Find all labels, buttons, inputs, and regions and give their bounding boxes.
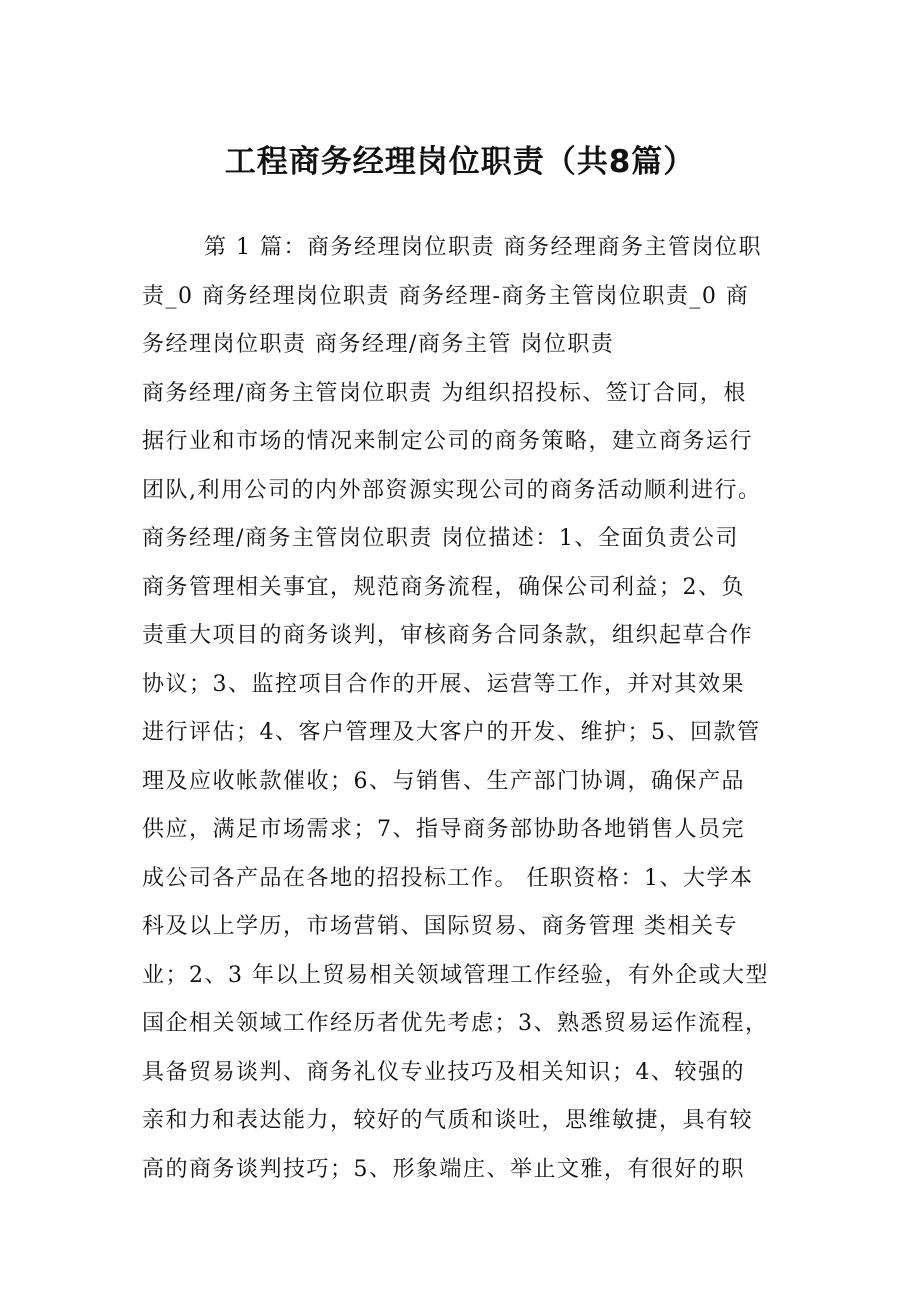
paragraph-line: 供应，满足市场需求；7、指导商务部协助各地销售人员完 bbox=[142, 817, 745, 842]
paragraph-line: 国企相关领域工作经历者优先考虑；3、熟悉贸易运作流程， bbox=[142, 1011, 769, 1036]
paragraph-line: 高的商务谈判技巧；5、形象端庄、举止文雅，有很好的职 bbox=[142, 1156, 745, 1182]
paragraph-line: 商务经理/商务主管岗位职责 为组织招投标、签订合同，根 bbox=[142, 380, 747, 406]
document-body bbox=[142, 224, 782, 1194]
paragraph-line: 成公司各产品在各地的招投标工作。 任职资格：1、大学本 bbox=[142, 865, 754, 891]
paragraph-line: 业；2、3 年以上贸易相关领域管理工作经验，有外企或大型 bbox=[142, 962, 769, 988]
paragraph-line: 务经理岗位职责 商务经理/商务主管 岗位职责 bbox=[142, 332, 615, 357]
paragraph-line: 具备贸易谈判、商务礼仪专业技巧及相关知识；4、较强的 bbox=[142, 1059, 745, 1085]
paragraph-line: 商务管理相关事宜，规范商务流程，确保公司利益；2、负 bbox=[142, 574, 745, 600]
paragraph-line: 商务经理/商务主管岗位职责 岗位描述：1、全面负责公司 bbox=[142, 526, 739, 551]
paragraph-line: 责重大项目的商务谈判，审核商务合同条款，组织起草合作 bbox=[142, 623, 754, 648]
document-title: 工程商务经理岗位职责（共8篇） bbox=[224, 144, 696, 180]
paragraph-line: 理及应收帐款催收；6、与销售、生产部门协调，确保产品 bbox=[142, 768, 745, 794]
paragraph-line: 第 1 篇：商务经理岗位职责 商务经理商务主管岗位职 bbox=[204, 235, 762, 260]
paragraph-line: 据行业和市场的情况来制定公司的商务策略，建立商务运行 bbox=[142, 429, 754, 454]
paragraph-line: 科及以上学历，市场营销、国际贸易、商务管理 类相关专 bbox=[142, 914, 738, 939]
paragraph-line: 进行评估；4、客户管理及大客户的开发、维护；5、回款管 bbox=[142, 720, 761, 745]
paragraph-line: 责_0 商务经理岗位职责 商务经理-商务主管岗位职责_0 商 bbox=[142, 283, 750, 309]
paragraph-line: 协议；3、监控项目合作的开展、运营等工作，并对其效果 bbox=[142, 671, 745, 697]
paragraph-line: 团队,利用公司的内外部资源实现公司的商务活动顺利进行。 bbox=[142, 477, 762, 503]
paragraph-line: 亲和力和表达能力，较好的气质和谈吐，思维敏捷，具有较 bbox=[142, 1108, 754, 1133]
